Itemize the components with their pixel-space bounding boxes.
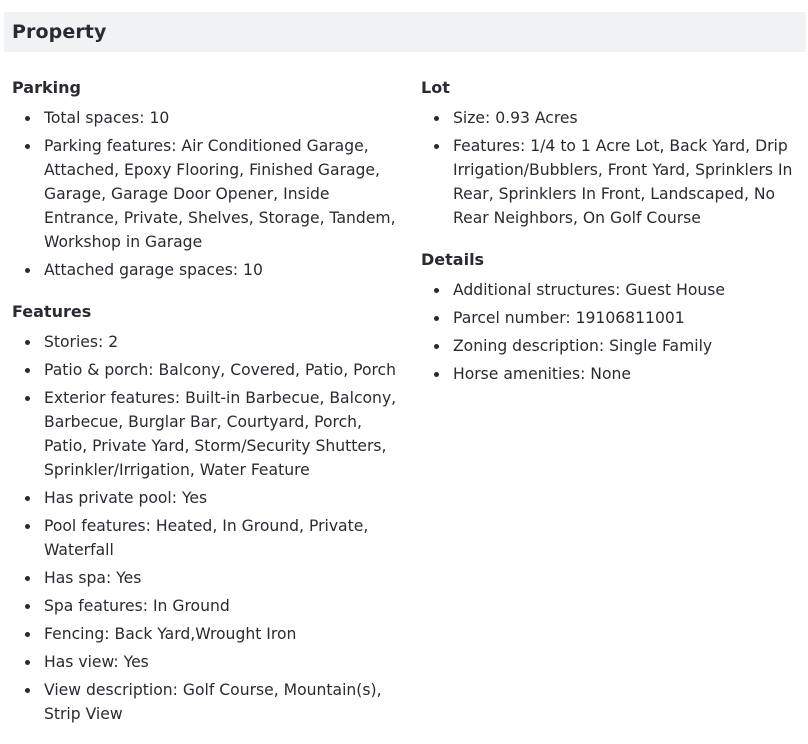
list-item: Has private pool: Yes (12, 486, 404, 510)
list-item: Spa features: In Ground (12, 594, 404, 618)
left-column (12, 76, 404, 744)
lot-list (421, 106, 808, 230)
list-item: View description: Golf Course, Mountain(s), Strip View (12, 678, 404, 726)
page-title: Property (12, 21, 107, 43)
list-item: Parcel number: 19106811001 (421, 306, 808, 330)
right-column (421, 76, 808, 404)
list-item: Features: 1/4 to 1 Acre Lot, Back Yard, Drip Irrigation/Bubblers, Front Yard, Sprinklers In Rear, Sprinklers In Front, Landscaped, No Rear Neighbors, On Golf Course (421, 134, 808, 230)
parking-section (12, 76, 404, 282)
lot-section (421, 76, 808, 230)
list-item: Pool features: Heated, In Ground, Private, Waterfall (12, 514, 404, 562)
list-item: Size: 0.93 Acres (421, 106, 808, 130)
list-item: Fencing: Back Yard,Wrought Iron (12, 622, 404, 646)
features-list (12, 330, 404, 726)
list-item: Zoning description: Single Family (421, 334, 808, 358)
features-title: Features (12, 302, 92, 321)
list-item: Total spaces: 10 (12, 106, 404, 130)
list-item: Parking features: Air Conditioned Garage, Attached, Epoxy Flooring, Finished Garage, Garage, Garage Door Opener, Inside Entrance, Private, Shelves, Storage, Tandem, Workshop in Garage (12, 134, 404, 254)
parking-title: Parking (12, 78, 81, 97)
list-item: Patio & porch: Balcony, Covered, Patio, Porch (12, 358, 404, 382)
details-section (421, 248, 808, 386)
details-list (421, 278, 808, 386)
features-section (12, 300, 404, 726)
list-item: Attached garage spaces: 10 (12, 258, 404, 282)
list-item: Stories: 2 (12, 330, 404, 354)
lot-title: Lot (421, 78, 450, 97)
list-item: Additional structures: Guest House (421, 278, 808, 302)
list-item: Horse amenities: None (421, 362, 808, 386)
parking-list (12, 106, 404, 282)
property-header (4, 12, 806, 52)
list-item: Exterior features: Built-in Barbecue, Balcony, Barbecue, Burglar Bar, Courtyard, Porch, Patio, Private Yard, Storm/Security Shutters, Sprinkler/Irrigation, Water Feature (12, 386, 404, 482)
list-item: Has view: Yes (12, 650, 404, 674)
details-title: Details (421, 250, 485, 269)
list-item: Has spa: Yes (12, 566, 404, 590)
